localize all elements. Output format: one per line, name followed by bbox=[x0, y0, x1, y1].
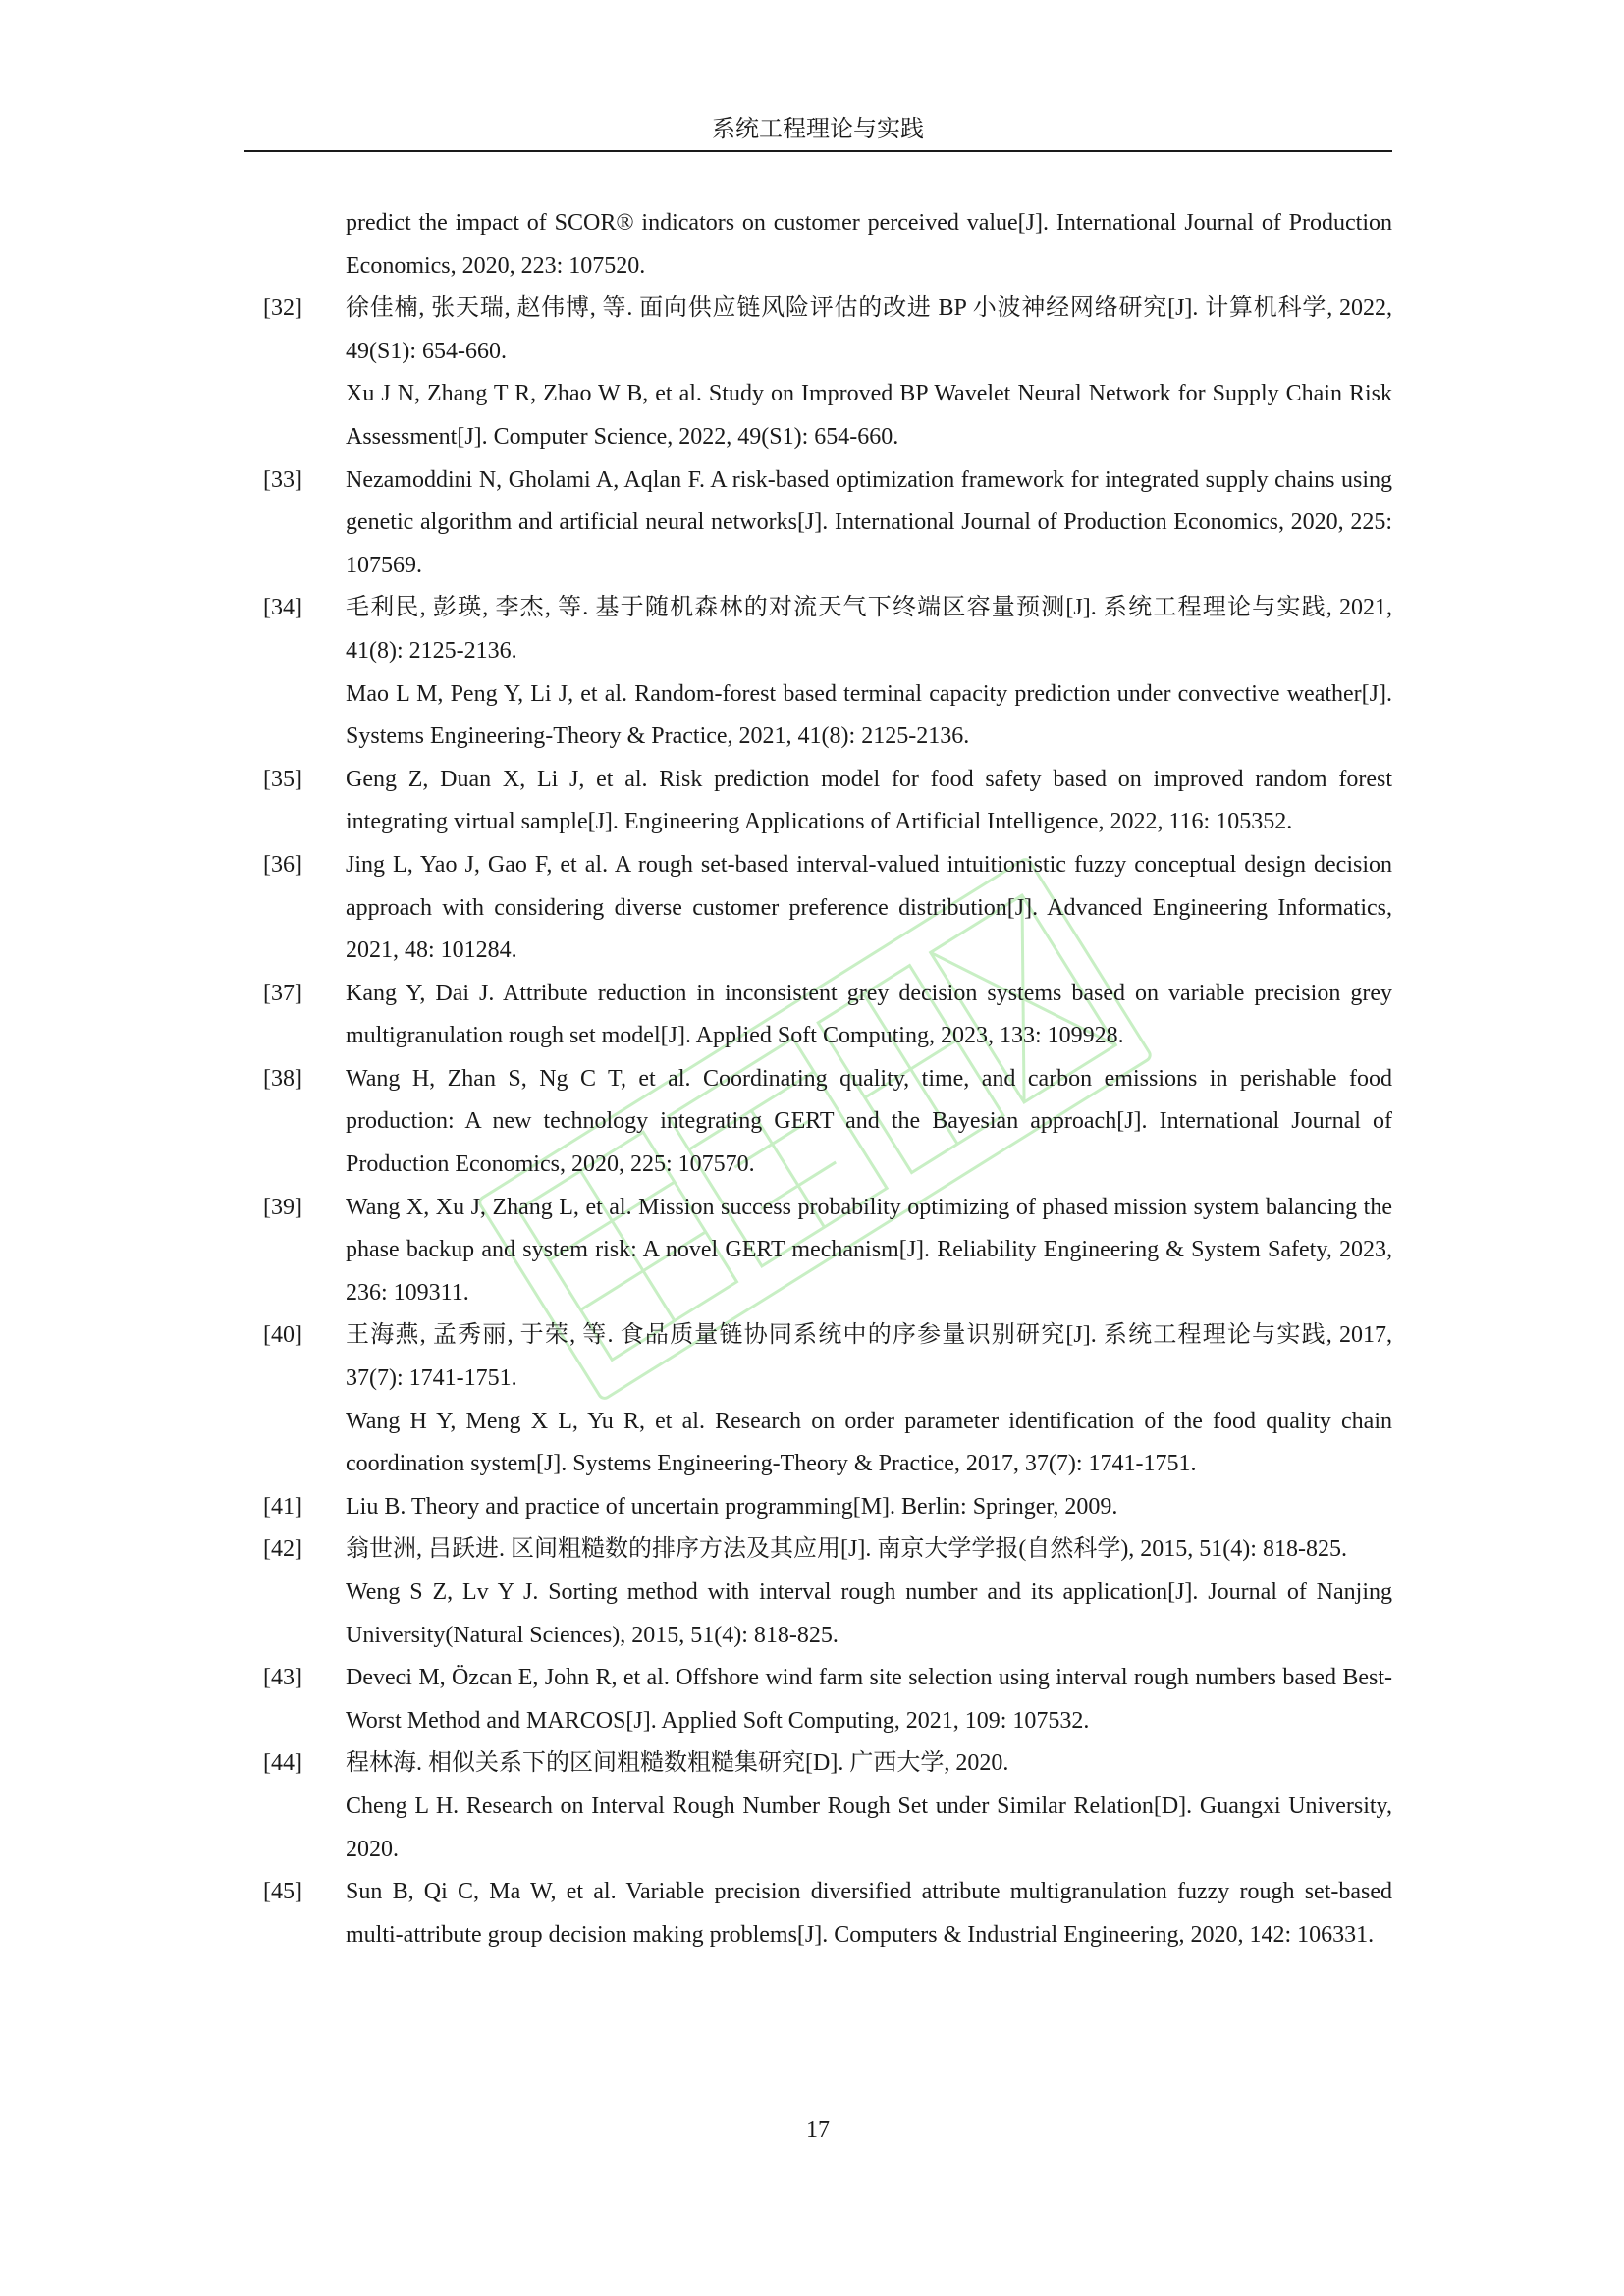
reference-item bbox=[263, 1486, 1392, 1529]
reference-translation: Weng S Z, Lv Y J. Sorting method with interval rough number and its application[J]. Journal of Nanjing University(Natural Sciences), 2015, 51(4): 818-825. bbox=[346, 1579, 1392, 1648]
reference-item bbox=[263, 1187, 1392, 1315]
reference-item bbox=[263, 288, 1392, 458]
reference-number: [43] bbox=[263, 1665, 302, 1691]
reference-text: Kang Y, Dai J. Attribute reduction in inconsistent grey decision systems based on variable precision grey multigranulation rough set model[J]. Applied Soft Computing, 2023, 133: 109928. bbox=[346, 980, 1392, 1049]
reference-number: [40] bbox=[263, 1322, 302, 1349]
reference-number: [36] bbox=[263, 851, 302, 878]
reference-item bbox=[263, 202, 1392, 288]
reference-item bbox=[263, 1657, 1392, 1742]
reference-translation: Xu J N, Zhang T R, Zhao W B, et al. Study on Improved BP Wavelet Neural Network for Supply Chain Risk Assessment[J]. Computer Science, 2022, 49(S1): 654-660. bbox=[346, 381, 1392, 450]
reference-number: [34] bbox=[263, 595, 302, 621]
reference-item bbox=[263, 1528, 1392, 1657]
reference-item bbox=[263, 844, 1392, 973]
reference-translation: Cheng L H. Research on Interval Rough Number Rough Set under Similar Relation[D]. Guangxi University, 2020. bbox=[346, 1792, 1392, 1862]
reference-text: 程林海. 相似关系下的区间粗糙数粗糙集研究[D]. 广西大学, 2020. bbox=[346, 1750, 1009, 1777]
reference-item bbox=[263, 587, 1392, 758]
reference-translation: Wang H Y, Meng X L, Yu R, et al. Research on order parameter identification of the food quality chain coordination system[J]. Systems Engineering-Theory & Practice, 2017, 37(7): 1741-1751. bbox=[346, 1408, 1392, 1477]
reference-item bbox=[263, 1742, 1392, 1871]
reference-text: Sun B, Qi C, Ma W, et al. Variable precision diversified attribute multigranulation fuzzy rough set-based multi-attribute group decision making problems[J]. Computers & Industrial Engineering, 2020, 142: 106331. bbox=[346, 1879, 1392, 1948]
reference-number: [35] bbox=[263, 766, 302, 792]
reference-number: [32] bbox=[263, 295, 302, 322]
reference-number: [44] bbox=[263, 1750, 302, 1777]
reference-item bbox=[263, 459, 1392, 588]
reference-text: Jing L, Yao J, Gao F, et al. A rough set-based interval-valued intuitionistic fuzzy conceptual design decision approach with considering diverse customer preference distribution[J]. Advanced Engineering Informatics, 2021, 48: 101284. bbox=[346, 851, 1392, 964]
page-number: 17 bbox=[806, 2117, 830, 2143]
reference-number: [42] bbox=[263, 1536, 302, 1563]
reference-number: [33] bbox=[263, 466, 302, 493]
reference-number: [45] bbox=[263, 1879, 302, 1905]
reference-text: 翁世洲, 吕跃进. 区间粗糙数的排序方法及其应用[J]. 南京大学学报(自然科学), 2015, 51(4): 818-825. bbox=[346, 1536, 1347, 1563]
reference-text: 王海燕, 孟秀丽, 于荣, 等. 食品质量链协同系统中的序参量识别研究[J]. 系统工程理论与实践, 2017, 37(7): 1741-1751. bbox=[346, 1322, 1392, 1392]
reference-text: Liu B. Theory and practice of uncertain programming[M]. Berlin: Springer, 2009. bbox=[346, 1493, 1118, 1520]
header-rule bbox=[244, 150, 1392, 152]
reference-text: Deveci M, Özcan E, John R, et al. Offshore wind farm site selection using interval rough numbers based Best-Worst Method and MARCOS[J]. Applied Soft Computing, 2021, 109: 107532. bbox=[346, 1665, 1392, 1734]
reference-text: Geng Z, Duan X, Li J, et al. Risk prediction model for food safety based on improved random forest integrating virtual sample[J]. Engineering Applications of Artificial Intelligence, 2022, 116: 105352. bbox=[346, 766, 1392, 835]
reference-translation: Mao L M, Peng Y, Li J, et al. Random-forest based terminal capacity prediction under convective weather[J]. Systems Engineering-Theory & Practice, 2021, 41(8): 2125-2136. bbox=[346, 680, 1392, 750]
reference-item bbox=[263, 1314, 1392, 1485]
reference-text: 徐佳楠, 张天瑞, 赵伟博, 等. 面向供应链风险评估的改进 BP 小波神经网络研究[J]. 计算机科学, 2022, 49(S1): 654-660. bbox=[346, 295, 1392, 364]
reference-number: [37] bbox=[263, 980, 302, 1006]
reference-text: Wang X, Xu J, Zhang L, et al. Mission success probability optimizing of phased mission system balancing the phase backup and system risk: A novel GERT mechanism[J]. Reliability Engineering & System Safety, 2023, 236: 109311. bbox=[346, 1194, 1392, 1306]
reference-item bbox=[263, 1871, 1392, 1956]
reference-item bbox=[263, 973, 1392, 1058]
reference-text: predict the impact of SCOR® indicators on customer perceived value[J]. International Journal of Production Economics, 2020, 223: 107520. bbox=[346, 210, 1392, 279]
reference-number: [41] bbox=[263, 1493, 302, 1520]
reference-list bbox=[263, 202, 1392, 1956]
reference-text: Wang H, Zhan S, Ng C T, et al. Coordinating quality, time, and carbon emissions in perishable food production: A new technology integrating GERT and the Bayesian approach[J]. International Journal of Production Economics, 2020, 225: 107570. bbox=[346, 1065, 1392, 1178]
reference-number: [39] bbox=[263, 1194, 302, 1220]
reference-text: 毛利民, 彭瑛, 李杰, 等. 基于随机森林的对流天气下终端区容量预测[J]. 系统工程理论与实践, 2021, 41(8): 2125-2136. bbox=[346, 595, 1392, 664]
reference-item bbox=[263, 759, 1392, 844]
reference-text: Nezamoddini N, Gholami A, Aqlan F. A risk-based optimization framework for integrated supply chains using genetic algorithm and artificial neural networks[J]. International Journal of Production Economics, 2020, 225: 107569. bbox=[346, 466, 1392, 578]
reference-item bbox=[263, 1058, 1392, 1187]
reference-number: [38] bbox=[263, 1065, 302, 1092]
running-header: 系统工程理论与实践 bbox=[712, 117, 924, 142]
